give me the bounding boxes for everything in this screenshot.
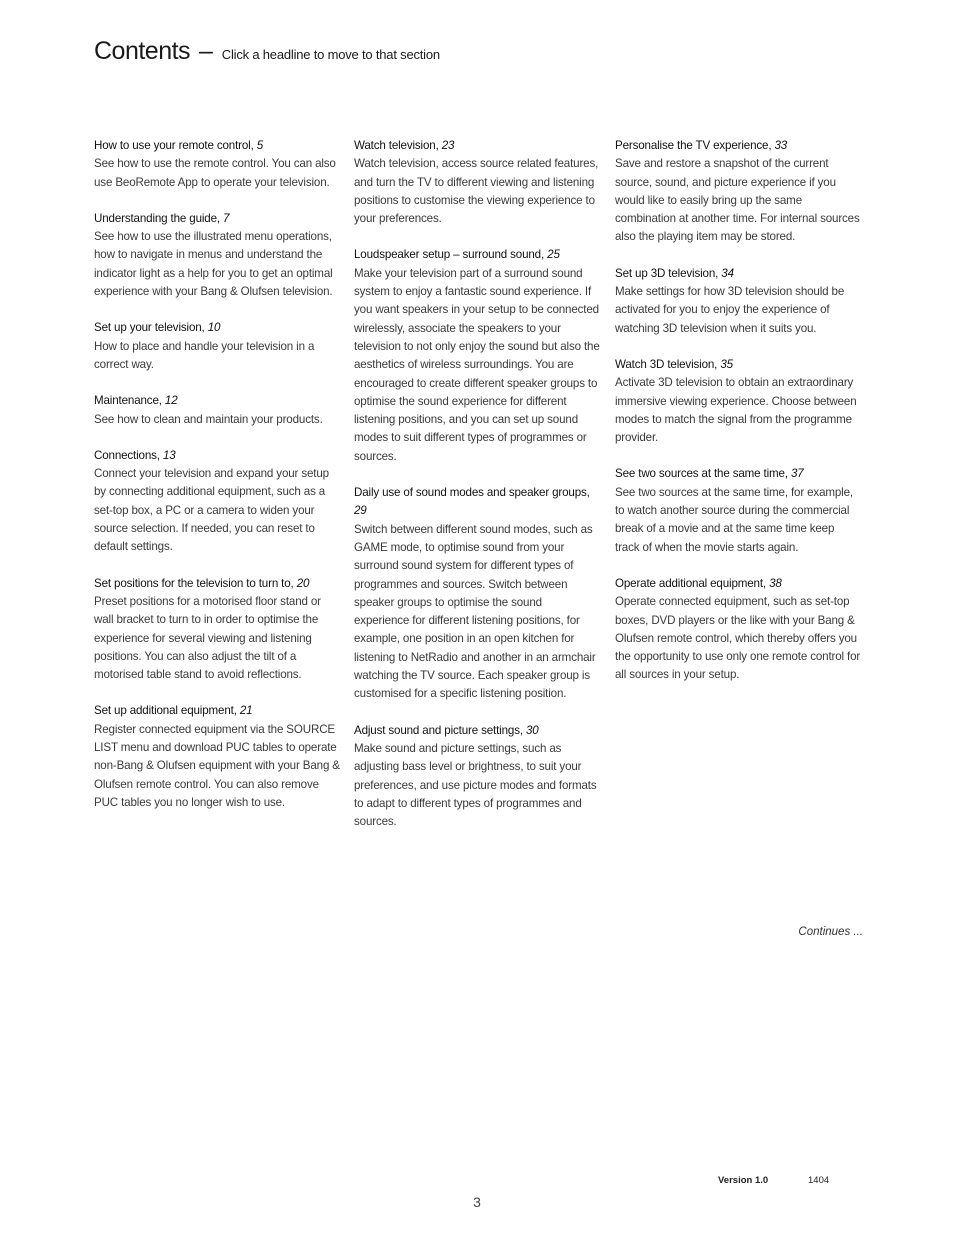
toc-page-number: 20 xyxy=(296,576,310,590)
toc-description: Activate 3D television to obtain an extraordinary immersive viewing experience. Choose between modes to match the signal from the programme provider. xyxy=(615,376,857,445)
toc-description: Save and restore a snapshot of the current source, sound, and picture experience if you would like to easily bring up the same combination at another time. For internal sources also the playing item may be stored. xyxy=(615,157,860,244)
page-title xyxy=(94,30,440,67)
toc-entry xyxy=(94,447,340,557)
toc-entry xyxy=(354,484,600,704)
toc-link-personalise[interactable]: Personalise the TV experience, 33 xyxy=(615,139,788,152)
toc-description: Operate connected equipment, such as set-top boxes, DVD players or the like with your Bang & Olufsen remote control, which thereby offers you the opportunity to use only one remote control for all sources in your setup. xyxy=(615,595,861,682)
toc-entry xyxy=(94,319,340,374)
toc-link-operate-additional-equipment[interactable]: Operate additional equipment, 38 xyxy=(615,576,782,590)
toc-link-set-up-television[interactable]: Set up your television, 10 xyxy=(94,321,221,335)
document-code: 1404 xyxy=(808,1175,830,1186)
toc-entry xyxy=(94,392,340,429)
toc-description: How to place and handle your television in a correct way. xyxy=(94,339,315,371)
toc-link-remote-control[interactable]: How to use your remote control, 5 xyxy=(94,139,264,152)
version-label: Version 1.0 xyxy=(718,1175,769,1186)
toc-description: See two sources at the same time, for example, to watch another source during the commercial break of a movie and at the same time keep track of when the movie starts again. xyxy=(615,485,853,554)
toc-entry xyxy=(615,356,861,447)
toc-description: Watch television, access source related features, and turn the TV to different viewing and listening positions to customise the viewing experience to your preferences. xyxy=(354,157,599,226)
toc-page-number: 30 xyxy=(526,723,539,737)
toc-entry xyxy=(354,246,600,466)
toc-entry xyxy=(615,575,861,685)
toc-description: Make settings for how 3D television should be activated for you to enjoy the experience of watching 3D television when it suits you. xyxy=(615,285,845,335)
toc-link-understanding-guide[interactable]: Understanding the guide, 7 xyxy=(94,211,230,225)
toc-link-sound-modes[interactable]: Daily use of sound modes and speaker groups, 29 xyxy=(354,486,590,518)
toc-link-set-positions[interactable]: Set positions for the television to turn to, 20 xyxy=(94,576,310,590)
page-title-text: Contents xyxy=(94,37,191,65)
toc-description: Make your television part of a surround sound system to enjoy a fantastic sound experience. If you want speakers in your setup to be connected wirelessly, associate the speakers to your television to not only enjoy the sound but also the aesthetics of wireless surroundings. You are encouraged to create different speaker groups to optimise the sound experience for different listening positions, and you can set up sound modes to suit different types of programmes or sources. xyxy=(354,266,600,463)
toc-page-number: 37 xyxy=(790,467,804,481)
title-dash: – xyxy=(198,37,213,65)
toc-description: Make sound and picture settings, such as adjusting bass level or brightness, to suit your preferences, and use picture modes and formats to adapt to different types of programmes and sources. xyxy=(354,741,597,829)
toc-entry xyxy=(94,210,340,301)
toc-page-number: 25 xyxy=(547,248,560,262)
toc-page-number: 21 xyxy=(239,704,253,718)
toc-link-connections[interactable]: Connections, 13 xyxy=(94,448,176,462)
toc-page-number: 13 xyxy=(162,448,176,462)
toc-entry xyxy=(615,137,861,247)
toc-page-number: 23 xyxy=(441,139,455,152)
contents-column-2 xyxy=(354,137,600,849)
toc-link-watch-television[interactable]: Watch television, 23 xyxy=(354,139,455,152)
toc-link-watch-3d[interactable]: Watch 3D television, 35 xyxy=(615,357,733,371)
toc-page-number: 12 xyxy=(164,394,178,408)
toc-link-sound-picture-settings[interactable]: Adjust sound and picture settings, 30 xyxy=(354,723,539,737)
toc-page-number: 34 xyxy=(721,266,734,280)
toc-link-set-up-additional-equipment[interactable]: Set up additional equipment, 21 xyxy=(94,704,253,718)
toc-entry xyxy=(354,722,600,832)
toc-page-number: 38 xyxy=(769,576,782,590)
page-subtitle: Click a headline to move to that section xyxy=(221,47,440,62)
toc-entry xyxy=(94,702,340,812)
toc-description: Register connected equipment via the SOURCE LIST menu and download PUC tables to operate non-Bang & Olufsen equipment with your Bang & Olufsen remote control. You can also remove PUC tables you no longer wish to use. xyxy=(94,722,340,809)
page-number: 3 xyxy=(473,1194,481,1210)
toc-description: Switch between different sound modes, such as GAME mode, to optimise sound from your surround sound system for different types of programmes and sources. Switch between speaker groups to optimise the sound experience for different listening positions, for example, one position in an open kitchen for listening to NetRadio and another in an armchair watching the TV source. Each speaker group is customised for a specific listening position. xyxy=(354,522,596,701)
toc-description: Preset positions for a motorised floor stand or wall bracket to turn to in order to optimise the experience for several viewing and listening positions. You can also adjust the tilt of a motorised table stand to avoid reflections. xyxy=(94,594,321,682)
toc-description: See how to clean and maintain your products. xyxy=(94,412,323,426)
toc-entry xyxy=(94,137,340,192)
toc-page-number: 5 xyxy=(256,139,264,152)
toc-description: See how to use the remote control. You can also use BeoRemote App to operate your television. xyxy=(94,157,336,189)
toc-page-number: 33 xyxy=(774,139,788,152)
toc-link-loudspeaker-setup[interactable]: Loudspeaker setup – surround sound, 25 xyxy=(354,248,560,262)
toc-page-number: 10 xyxy=(207,321,221,335)
continues-note: Continues ... xyxy=(798,926,863,938)
toc-page-number: 35 xyxy=(720,357,733,371)
toc-description: Connect your television and expand your setup by connecting additional equipment, such as a set-top box, a PC or a camera to widen your source selection. If needed, you can reset to default settings. xyxy=(94,467,329,554)
toc-link-maintenance[interactable]: Maintenance, 12 xyxy=(94,394,178,408)
toc-entry xyxy=(615,465,861,556)
toc-entry xyxy=(615,265,861,338)
contents-column-3 xyxy=(615,137,861,703)
toc-link-set-up-3d[interactable]: Set up 3D television, 34 xyxy=(615,266,734,280)
contents-column-1 xyxy=(94,137,340,830)
toc-description: See how to use the illustrated menu operations, how to navigate in menus and understand the indicator light as a help for you to get an optimal experience with your Bang & Olufsen television. xyxy=(94,230,333,299)
toc-page-number: 7 xyxy=(223,211,230,225)
toc-entry xyxy=(94,575,340,685)
toc-page-number: 29 xyxy=(354,504,367,518)
toc-entry xyxy=(354,137,600,228)
toc-link-two-sources[interactable]: See two sources at the same time, 37 xyxy=(615,467,804,481)
